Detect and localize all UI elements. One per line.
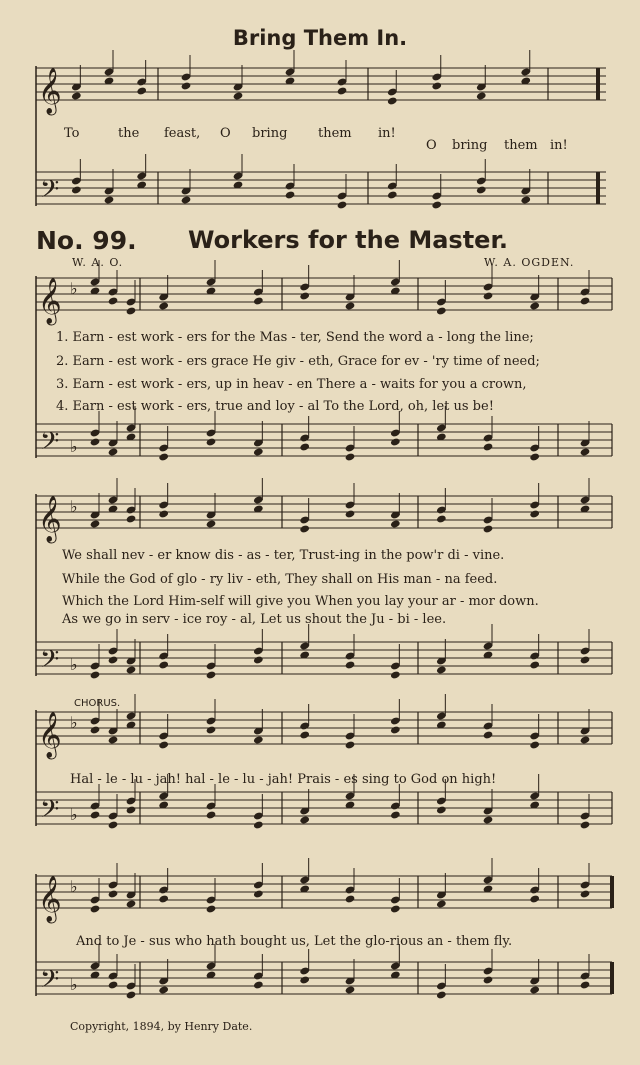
music-credit: W. A. OGDEN. bbox=[484, 256, 575, 269]
note-head bbox=[580, 980, 591, 989]
intro-lyric-word: feast, bbox=[164, 126, 201, 141]
note-head bbox=[108, 980, 119, 989]
note-head bbox=[580, 296, 591, 305]
note-head bbox=[206, 725, 217, 734]
note-head bbox=[90, 904, 101, 913]
bass-clef: 𝄢 bbox=[40, 795, 60, 830]
note-head bbox=[108, 820, 119, 829]
chorus-line: Hal - le - lu - jah! hal - le - lu - jah! Prais - es sing to God on high! bbox=[70, 772, 497, 787]
verse-line: As we go in serv - ice roy - al, Let us shout the Ju - bi - lee. bbox=[62, 612, 447, 627]
note-head bbox=[529, 740, 540, 749]
note-head bbox=[529, 894, 540, 903]
note-head bbox=[390, 904, 401, 913]
note-head bbox=[436, 899, 447, 908]
note-head bbox=[136, 86, 147, 95]
note-head bbox=[387, 190, 398, 199]
note-head bbox=[483, 730, 494, 739]
note-head bbox=[337, 86, 348, 95]
note-head bbox=[253, 980, 264, 989]
verse-line: 1. Earn - est work - ers for the Mas - ter, Send the word a - long the line; bbox=[56, 330, 534, 345]
note-head bbox=[253, 447, 264, 456]
note-head bbox=[345, 301, 356, 310]
note-head bbox=[90, 810, 101, 819]
intro-echo-word: bring bbox=[452, 138, 488, 153]
note-head bbox=[206, 810, 217, 819]
note-head bbox=[436, 805, 447, 814]
key-flat: ♭ bbox=[70, 877, 78, 896]
note-head bbox=[158, 740, 169, 749]
note-head bbox=[299, 291, 310, 300]
note-head bbox=[104, 195, 115, 204]
note-head bbox=[529, 985, 540, 994]
treble-clef: 𝄞 bbox=[38, 712, 62, 758]
verse-line: While the God of glo - ry liv - eth, They shall on His man - na feed. bbox=[62, 572, 498, 587]
verse-line: 2. Earn - est work - ers grace He giv - eth, Grace for ev - 'ry time of need; bbox=[56, 354, 540, 369]
note-head bbox=[253, 655, 264, 664]
note-head bbox=[206, 670, 217, 679]
note-head bbox=[108, 655, 119, 664]
note-head bbox=[158, 660, 169, 669]
note-head bbox=[108, 889, 119, 898]
note-head bbox=[126, 805, 137, 814]
note-head bbox=[206, 437, 217, 446]
note-head bbox=[390, 437, 401, 446]
note-head bbox=[299, 975, 310, 984]
note-head bbox=[299, 524, 310, 533]
verse-line: 3. Earn - est work - ers, up in heav - en There a - waits for you a crown, bbox=[56, 377, 527, 392]
treble-clef: 𝄞 bbox=[38, 876, 62, 922]
key-flat: ♭ bbox=[70, 437, 78, 456]
intro-lyric-word: in! bbox=[378, 126, 396, 141]
note-head bbox=[431, 200, 442, 209]
key-flat: ♭ bbox=[70, 655, 78, 674]
hymn-number: No. 99. bbox=[36, 226, 137, 255]
note-head bbox=[158, 509, 169, 518]
verse-line: We shall nev - er know dis - as - ter, Trust-ing in the pow'r di - vine. bbox=[62, 548, 505, 563]
intro-lyric-word: To bbox=[64, 126, 80, 141]
note-head bbox=[436, 306, 447, 315]
intro-lyric-word: them bbox=[318, 126, 352, 141]
note-head bbox=[181, 81, 192, 90]
bass-clef: 𝄢 bbox=[40, 427, 60, 462]
note-head bbox=[158, 894, 169, 903]
intro-echo-word: them bbox=[504, 138, 538, 153]
note-head bbox=[476, 185, 487, 194]
note-head bbox=[108, 296, 119, 305]
note-head bbox=[233, 91, 244, 100]
note-head bbox=[253, 296, 264, 305]
note-head bbox=[580, 889, 591, 898]
note-head bbox=[436, 514, 447, 523]
note-head bbox=[483, 524, 494, 533]
note-head bbox=[436, 990, 447, 999]
note-head bbox=[345, 985, 356, 994]
key-flat: ♭ bbox=[70, 497, 78, 516]
bass-clef: 𝄢 bbox=[40, 965, 60, 1000]
note-head bbox=[337, 200, 348, 209]
note-head bbox=[206, 904, 217, 913]
chorus-label: CHORUS. bbox=[74, 698, 121, 709]
treble-clef: 𝄞 bbox=[38, 496, 62, 542]
note-head bbox=[345, 509, 356, 518]
note-head bbox=[580, 820, 591, 829]
note-head bbox=[483, 815, 494, 824]
note-head bbox=[90, 519, 101, 528]
note-head bbox=[206, 519, 217, 528]
note-head bbox=[253, 889, 264, 898]
note-head bbox=[390, 725, 401, 734]
note-head bbox=[387, 96, 398, 105]
words-credit: W. A. O. bbox=[72, 256, 124, 269]
note-head bbox=[158, 301, 169, 310]
note-head bbox=[580, 735, 591, 744]
note-head bbox=[476, 91, 487, 100]
key-flat: ♭ bbox=[70, 713, 78, 732]
intro-echo-word: in! bbox=[550, 138, 568, 153]
note-head bbox=[126, 514, 137, 523]
note-head bbox=[126, 306, 137, 315]
note-head bbox=[529, 660, 540, 669]
note-head bbox=[158, 452, 169, 461]
verse-line: 4. Earn - est work - ers, true and loy - al To the Lord, oh, let us be! bbox=[56, 399, 494, 414]
note-head bbox=[90, 437, 101, 446]
note-head bbox=[390, 810, 401, 819]
note-head bbox=[390, 670, 401, 679]
note-head bbox=[436, 665, 447, 674]
note-head bbox=[108, 447, 119, 456]
intro-lyric-word: bring bbox=[252, 126, 288, 141]
key-flat: ♭ bbox=[70, 279, 78, 298]
note-head bbox=[126, 665, 137, 674]
note-head bbox=[253, 735, 264, 744]
note-head bbox=[108, 735, 119, 744]
note-head bbox=[483, 291, 494, 300]
note-head bbox=[345, 894, 356, 903]
treble-clef: 𝄞 bbox=[38, 68, 62, 114]
note-head bbox=[90, 670, 101, 679]
note-head bbox=[299, 730, 310, 739]
note-head bbox=[483, 442, 494, 451]
bass-clef: 𝄢 bbox=[40, 645, 60, 680]
intro-lyric-word: O bbox=[220, 126, 231, 141]
note-head bbox=[126, 899, 137, 908]
intro-lyric-word: the bbox=[118, 126, 140, 141]
note-head bbox=[285, 190, 296, 199]
note-head bbox=[71, 185, 82, 194]
key-flat: ♭ bbox=[70, 975, 78, 994]
treble-clef: 𝄞 bbox=[38, 278, 62, 324]
note-head bbox=[431, 81, 442, 90]
hymn-title: Workers for the Master. bbox=[188, 226, 508, 254]
note-head bbox=[345, 660, 356, 669]
note-head bbox=[345, 740, 356, 749]
intro-echo-word: O bbox=[426, 138, 437, 153]
chorus-line: And to Je - sus who hath bought us, Let the glo-rious an - them fly. bbox=[76, 934, 513, 949]
note-head bbox=[299, 815, 310, 824]
note-head bbox=[181, 195, 192, 204]
note-head bbox=[158, 985, 169, 994]
note-head bbox=[520, 195, 531, 204]
key-flat: ♭ bbox=[70, 805, 78, 824]
verse-line: Which the Lord Him-self will give you When you lay your ar - mor down. bbox=[62, 594, 539, 609]
note-head bbox=[580, 447, 591, 456]
note-head bbox=[529, 509, 540, 518]
note-head bbox=[529, 452, 540, 461]
note-head bbox=[253, 820, 264, 829]
note-head bbox=[390, 519, 401, 528]
note-head bbox=[345, 452, 356, 461]
note-head bbox=[529, 301, 540, 310]
copyright-notice: Copyright, 1894, by Henry Date. bbox=[70, 1020, 253, 1033]
intro-title: Bring Them In. bbox=[232, 26, 408, 50]
note-head bbox=[126, 990, 137, 999]
note-head bbox=[71, 91, 82, 100]
note-head bbox=[580, 655, 591, 664]
note-head bbox=[483, 975, 494, 984]
note-head bbox=[90, 725, 101, 734]
bass-clef: 𝄢 bbox=[40, 175, 60, 210]
note-head bbox=[299, 442, 310, 451]
